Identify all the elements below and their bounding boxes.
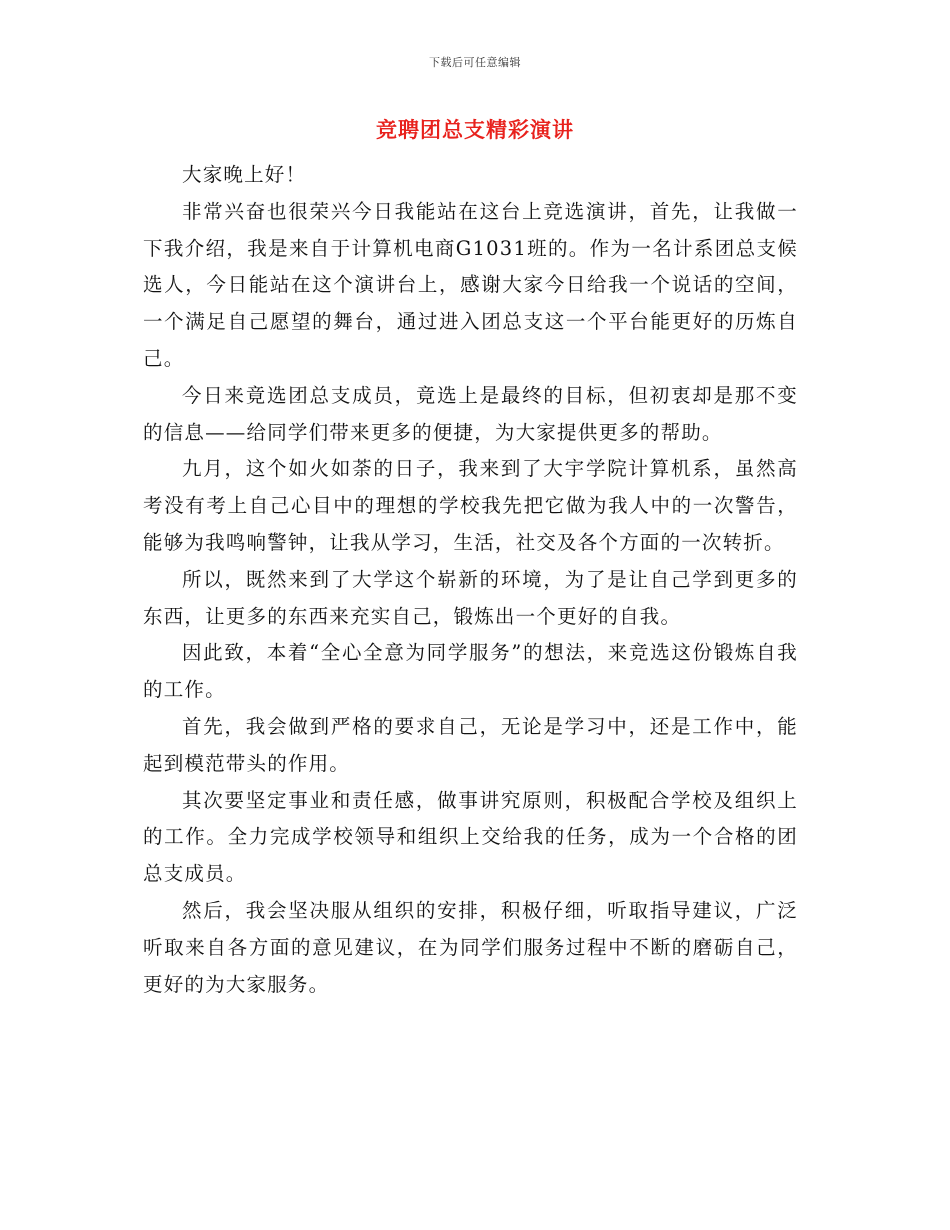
paragraph-new-environment: 所以，既然来到了大学这个崭新的环境，为了是让自己学到更多的东西，让更多的东西来充实自己，锻炼出一个更好的自我。 bbox=[143, 567, 798, 628]
paragraph-goal: 今日来竟选团总支成员，竟选上是最终的目标，但初衷却是那不变的信息——给同学们带来更多的便捷，为大家提供更多的帮助。 bbox=[143, 383, 798, 444]
paragraph-greeting: 大家晚上好！ bbox=[182, 163, 307, 186]
paragraph-first: 首先，我会做到严格的要求自己，无论是学习中，还是工作中，能起到模范带头的作用。 bbox=[143, 714, 798, 775]
page-header: 下载后可任意编辑 bbox=[429, 56, 521, 69]
paragraph-motivation: 因此致，本着“全心全意为同学服务”的想法，来竞选这份锻炼自我的工作。 bbox=[143, 641, 798, 702]
paragraph-second: 其次要坚定事业和责任感，做事讲究原则，积极配合学校及组织上的工作。全力完成学校领导和组织上交给我的任务，成为一个合格的团总支成员。 bbox=[143, 788, 798, 886]
paragraph-introduction: 非常兴奋也很荣兴今日我能站在这台上竞选演讲，首先，让我做一下我介绍，我是来自于计算机电商G1031班的。作为一名计系团总支候选人，今日能站在这个演讲台上，感谢大家今日给我一个说话的空间，一个满足自己愿望的舞台，通过进入团总支这一个平台能更好的历炼自己。 bbox=[143, 199, 798, 370]
paragraph-september: 九月，这个如火如荼的日子，我来到了大宇学院计算机系，虽然高考没有考上自己心目中的理想的学校我先把它做为我人中的一次警告，能够为我鸣响警钟，让我从学习，生活，社交及各个方面的一次转折。 bbox=[143, 457, 798, 554]
document-title: 竞聘团总支精彩演讲 bbox=[376, 118, 574, 142]
document-body bbox=[143, 157, 798, 1003]
paragraph-third: 然后，我会坚决服从组织的安排，积极仔细，听取指导建议，广泛听取来自各方面的意见建议，在为同学们服务过程中不断的磨砺自己，更好的为大家服务。 bbox=[143, 898, 798, 996]
